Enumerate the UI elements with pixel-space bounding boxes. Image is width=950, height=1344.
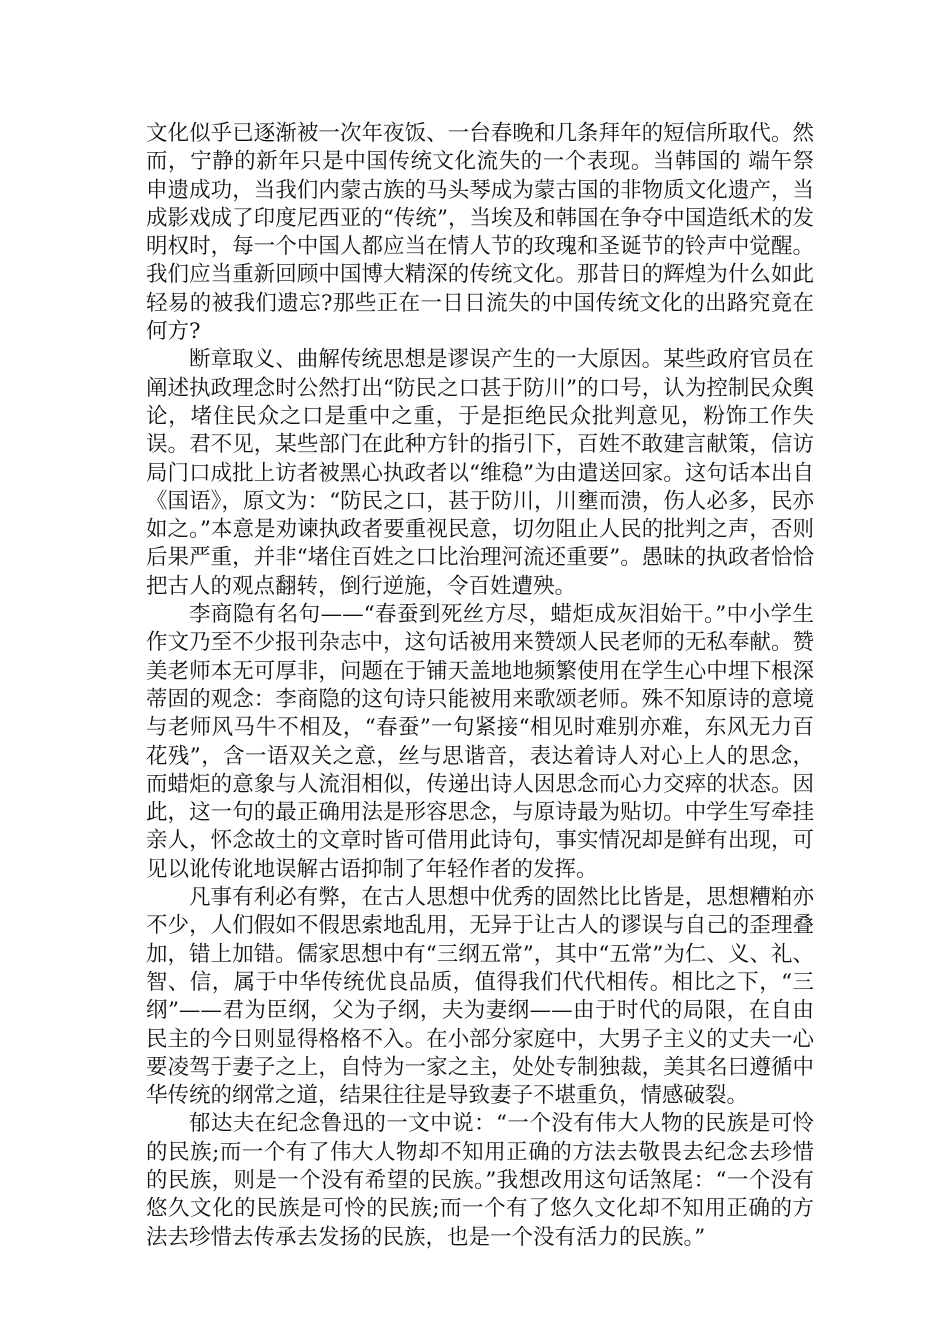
paragraph-3: 李商隐有名句——“春蚕到死丝方尽，蜡炬成灰泪始干。”中小学生作文乃至不少报刊杂志中，这句话被用来赞颂人民老师的无私奉献。赞美老师本无可厚非，问题在于铺天盖地地频繁使用在学生心中埋下根深蒂固的观念：李商隐的这句诗只能被用来歌颂老师。殊不知原诗的意境与老师风马牛不相及，“春蚕”一句紧接“相见时难别亦难，东风无力百花残”，含一语双关之意，丝与思谐音，表达着诗人对心上人的思念，而蜡炬的意象与人流泪相似，传递出诗人因思念而心力交瘁的状态。因此，这一句的最正确用法是形容思念，与原诗最为贴切。中学生写牵挂亲人，怀念故土的文章时皆可借用此诗句，事实情况却是鲜有出现，可见以讹传讹地误解古语抑制了年轻作者的发挥。 [146,602,814,882]
paragraph-4: 凡事有利必有弊，在古人思想中优秀的固然比比皆是，思想糟粕亦不少，人们假如不假思索地乱用，无异于让古人的谬误与自己的歪理叠加，错上加错。儒家思想中有“三纲五常”，其中“五常”为仁、义、礼、智、信，属于中华传统优良品质，值得我们代代相传。相比之下，“三纲”——君为臣纲，父为子纲，夫为妻纲——由于时代的局限，在自由民主的今日则显得格格不入。在小部分家庭中，大男子主义的丈夫一心要凌驾于妻子之上，自恃为一家之主，处处专制独裁，美其名曰遵循中华传统的纲常之道，结果往往是导致妻子不堪重负，情感破裂。 [146,885,814,1109]
paragraph-2: 断章取义、曲解传统思想是谬误产生的一大原因。某些政府官员在阐述执政理念时公然打出“防民之口甚于防川”的口号，认为控制民众舆论，堵住民众之口是重中之重，于是拒绝民众批判意见，粉饰工作失误。君不见，某些部门在此种方针的指引下，百姓不敢建言献策，信访局门口成批上访者被黑心执政者以“维稳”为由遣送回家。这句话本出自《国语》，原文为：“防民之口，甚于防川，川壅而溃，伤人必多，民亦如之。”本意是劝谏执政者要重视民意，切勿阻止人民的批判之声，否则后果严重，并非“堵住百姓之口比治理河流还重要”。愚昧的执政者恰恰把古人的观点翻转，倒行逆施，令百姓遭殃。 [146,347,814,599]
paragraph-1: 文化似乎已逐渐被一次年夜饭、一台春晚和几条拜年的短信所取代。然而，宁静的新年只是中国传统文化流失的一个表现。当韩国的 端午祭申遗成功，当我们内蒙古族的马头琴成为蒙古国的非物质文化遗产，当成影戏成了印度尼西亚的“传统”，当埃及和韩国在争夺中国造纸术的发明权时，每一个中国人都应当在情人节的玫瑰和圣诞节的铃声中觉醒。我们应当重新回顾中国博大精深的传统文化。那昔日的辉煌为什么如此轻易的被我们遗忘?那些正在一日日流失的中国传统文化的出路究竟在何方? [146,121,814,345]
paragraph-5: 郁达夫在纪念鲁迅的一文中说：“一个没有伟大人物的民族是可怜的民族;而一个有了伟大人物却不知用正确的方法去敬畏去纪念去珍惜的民族，则是一个没有希望的民族。”我想改用这句话煞尾：“一个没有悠久文化的民族是可怜的民族;而一个有了悠久文化却不知用正确的方法去珍惜去传承去发扬的民族，也是一个没有活力的民族。” [146,1111,814,1250]
document-body [146,120,814,1252]
